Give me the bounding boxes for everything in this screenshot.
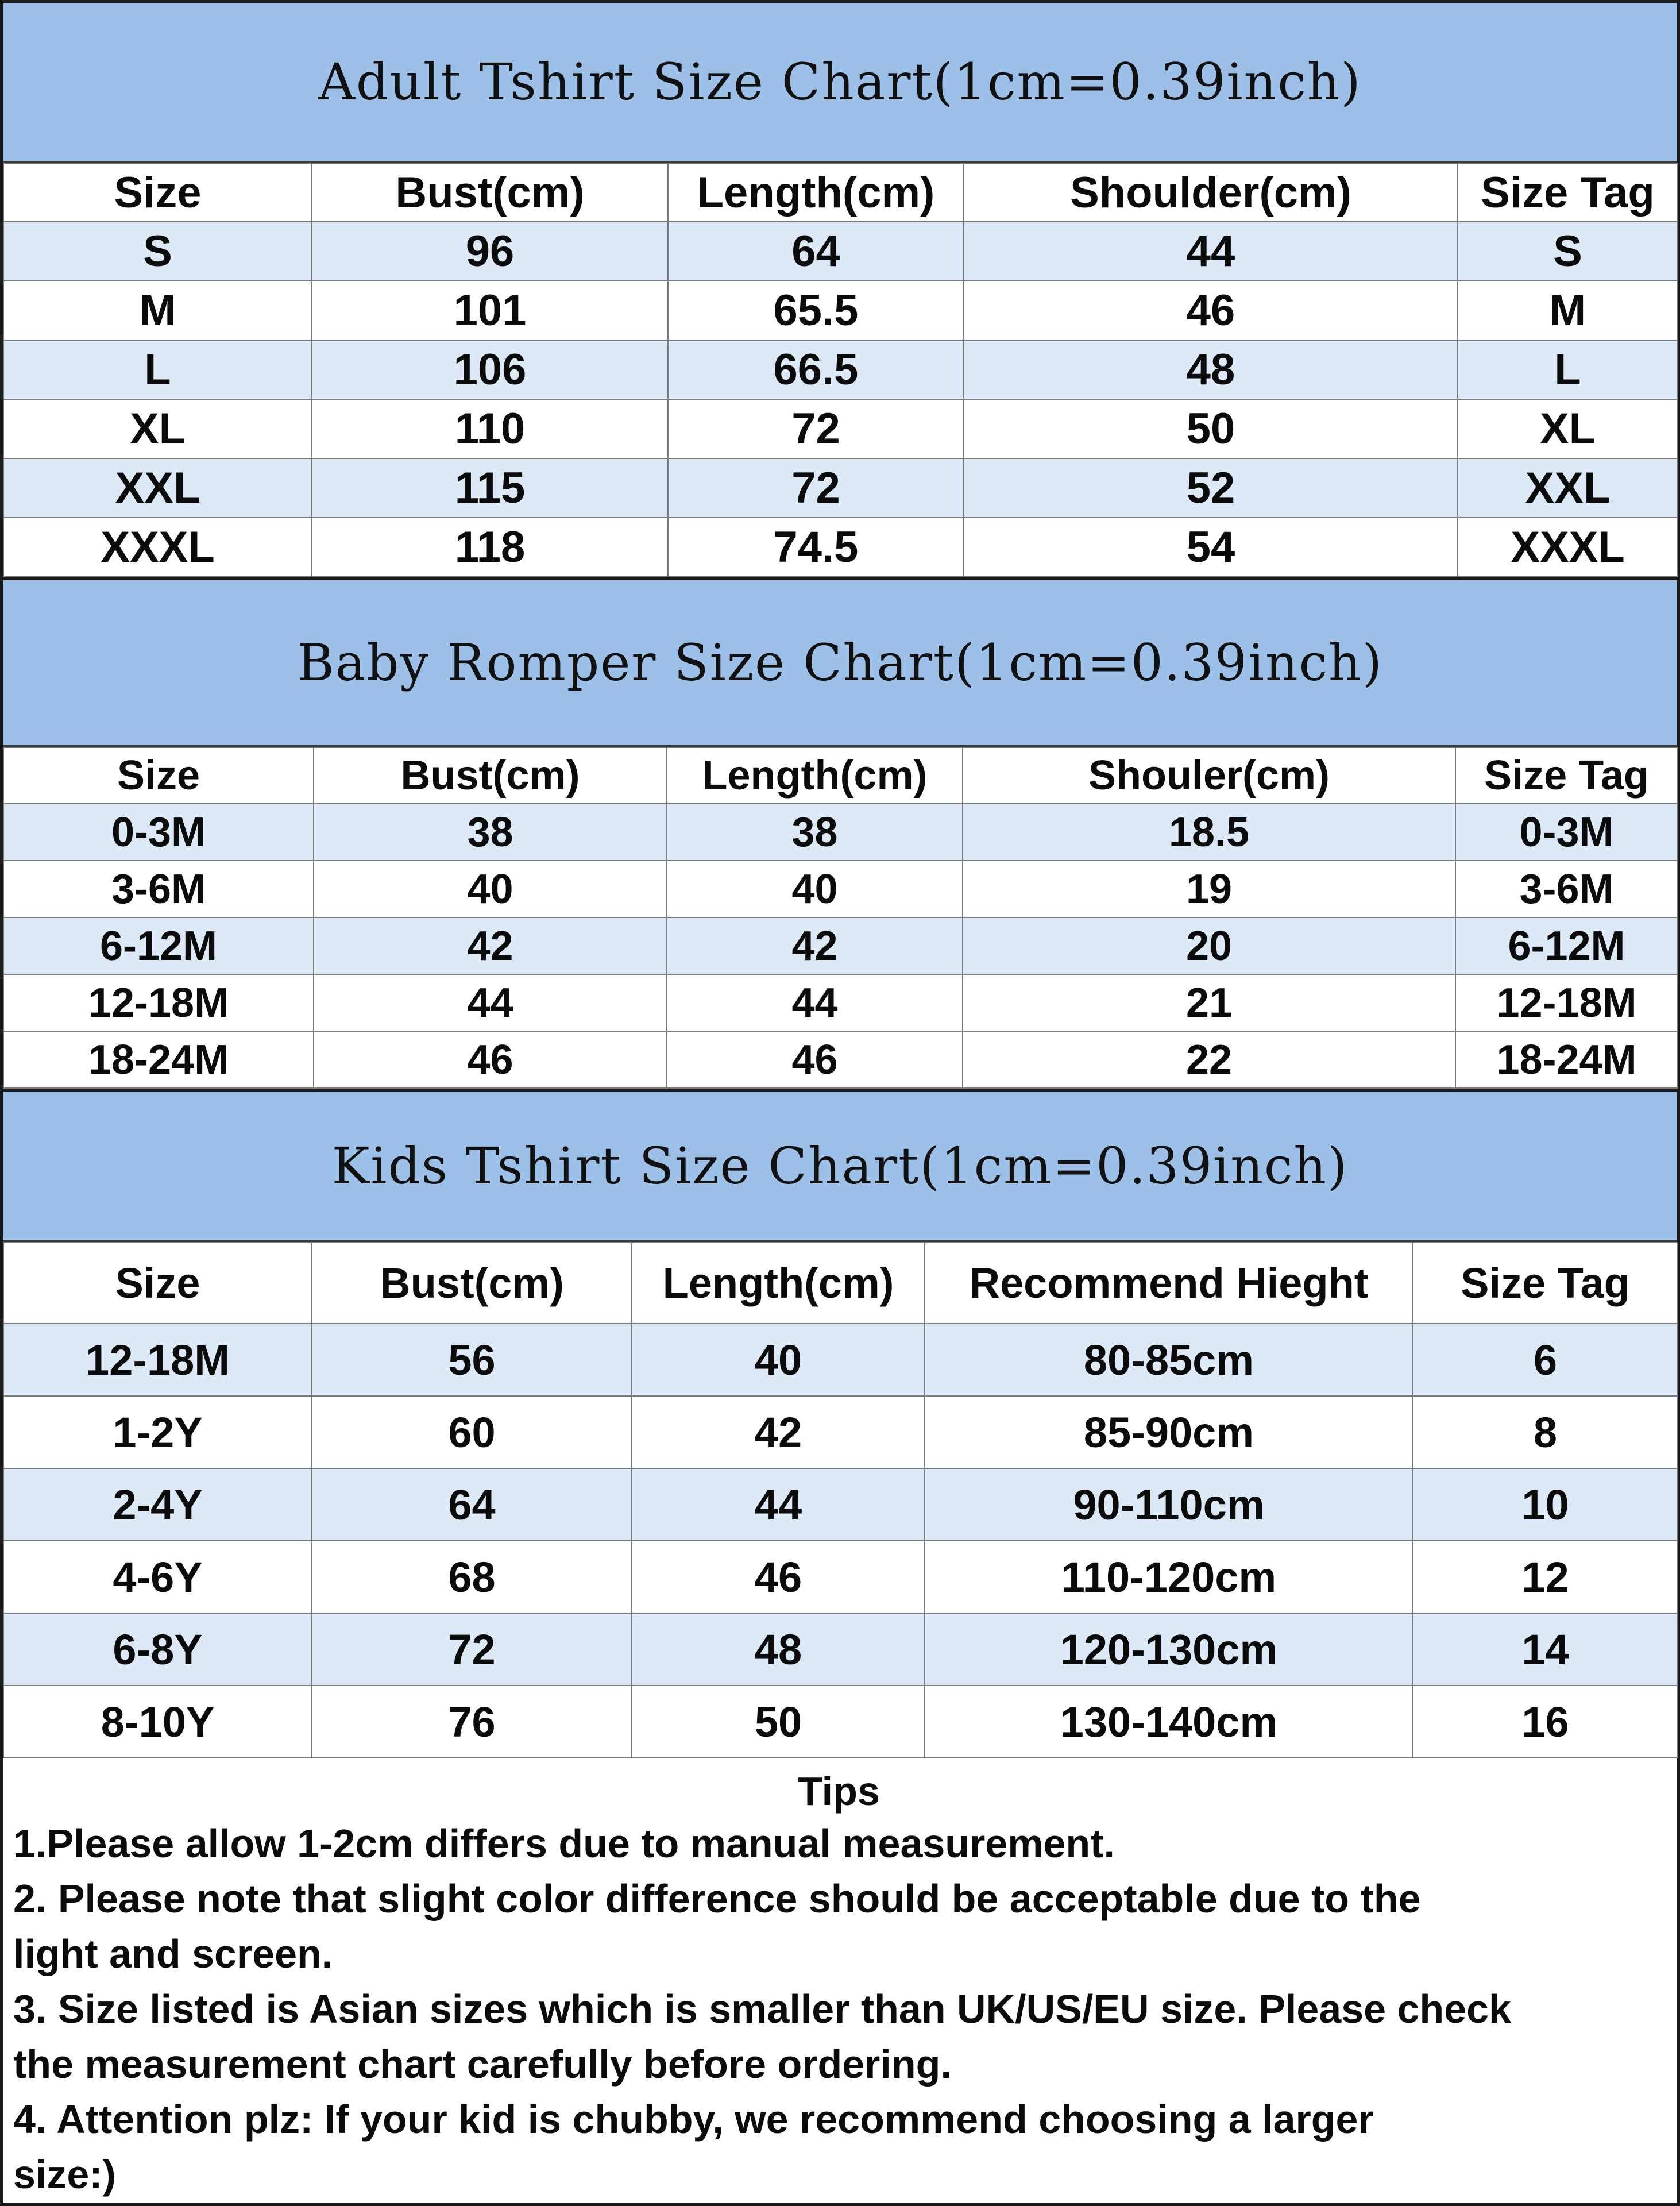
adult-chart-title: Adult Tshirt Size Chart(1cm=0.39inch) (318, 52, 1362, 111)
table-row (3, 1686, 1678, 1758)
tip-line: size:) (13, 2152, 116, 2197)
column-header: Bust(cm) (312, 1243, 632, 1324)
table-cell: 65.5 (668, 281, 964, 340)
baby-romper-size-chart (3, 580, 1677, 1092)
column-header: Shouler(cm) (963, 747, 1455, 804)
tip-line: light and screen. (13, 1931, 333, 1976)
kids-size-table (3, 1242, 1678, 1758)
table-row (3, 399, 1678, 458)
table-cell: S (3, 222, 312, 281)
table-cell: 12-18M (3, 1324, 312, 1396)
table-cell: 54 (964, 518, 1458, 577)
kids-chart-title: Kids Tshirt Size Chart(1cm=0.39inch) (331, 1136, 1349, 1195)
table-cell: 42 (314, 917, 667, 974)
table-row (3, 1031, 1678, 1088)
table-cell: XL (1458, 399, 1678, 458)
table-cell: 38 (314, 804, 667, 861)
table-cell: 50 (632, 1686, 925, 1758)
table-cell: 96 (312, 222, 668, 281)
table-row (3, 804, 1678, 861)
table-cell: 22 (963, 1031, 1455, 1088)
baby-chart-title: Baby Romper Size Chart(1cm=0.39inch) (297, 633, 1383, 692)
table-cell: 20 (963, 917, 1455, 974)
table-cell: 6 (1413, 1324, 1678, 1396)
table-cell: 42 (632, 1396, 925, 1468)
table-cell: 8-10Y (3, 1686, 312, 1758)
table-cell: 72 (668, 399, 964, 458)
table-cell: 42 (667, 917, 963, 974)
table-cell: 1-2Y (3, 1396, 312, 1468)
adult-size-chart (3, 3, 1677, 580)
table-cell: 18-24M (3, 1031, 314, 1088)
table-cell: 12 (1413, 1541, 1678, 1613)
kids-size-chart (3, 1092, 1677, 1758)
table-cell: 60 (312, 1396, 632, 1468)
table-row (3, 1324, 1678, 1396)
column-header: Size (3, 747, 314, 804)
table-cell: 64 (668, 222, 964, 281)
table-cell: 8 (1413, 1396, 1678, 1468)
table-cell: 6-12M (1455, 917, 1678, 974)
baby-size-table (3, 747, 1678, 1089)
column-header: Size Tag (1413, 1243, 1678, 1324)
table-row (3, 281, 1678, 340)
tip-line: 2. Please note that slight color difference should be acceptable due to the (13, 1876, 1421, 1921)
table-cell: 19 (963, 861, 1455, 917)
table-cell: 110-120cm (925, 1541, 1413, 1613)
table-cell: 40 (667, 861, 963, 917)
table-cell: 0-3M (3, 804, 314, 861)
table-cell: 40 (314, 861, 667, 917)
table-cell: 56 (312, 1324, 632, 1396)
table-cell: 18-24M (1455, 1031, 1678, 1088)
table-cell: 48 (632, 1613, 925, 1686)
table-cell: 80-85cm (925, 1324, 1413, 1396)
table-cell: 3-6M (1455, 861, 1678, 917)
column-header: Size Tag (1455, 747, 1678, 804)
column-header: Length(cm) (667, 747, 963, 804)
table-row (3, 518, 1678, 577)
table-cell: 130-140cm (925, 1686, 1413, 1758)
table-cell: S (1458, 222, 1678, 281)
column-header: Length(cm) (632, 1243, 925, 1324)
table-cell: 40 (632, 1324, 925, 1396)
table-row (3, 861, 1678, 917)
column-header: Size (3, 1243, 312, 1324)
table-cell: XXL (3, 458, 312, 518)
table-cell: 72 (312, 1613, 632, 1686)
table-cell: 48 (964, 340, 1458, 399)
column-header: Recommend Hieght (925, 1243, 1413, 1324)
table-cell: 0-3M (1455, 804, 1678, 861)
table-cell: L (3, 340, 312, 399)
table-row (3, 974, 1678, 1031)
table-cell: 115 (312, 458, 668, 518)
baby-chart-banner (3, 580, 1677, 747)
table-cell: 18.5 (963, 804, 1455, 861)
column-header: Length(cm) (668, 163, 964, 222)
table-cell: XXXL (1458, 518, 1678, 577)
table-cell: 44 (632, 1468, 925, 1541)
table-cell: 110 (312, 399, 668, 458)
table-cell: 66.5 (668, 340, 964, 399)
table-cell: 44 (314, 974, 667, 1031)
table-cell: 44 (667, 974, 963, 1031)
table-cell: 106 (312, 340, 668, 399)
table-row (3, 458, 1678, 518)
table-cell: M (3, 281, 312, 340)
table-cell: XL (3, 399, 312, 458)
adult-header-row (3, 163, 1678, 222)
table-cell: 46 (314, 1031, 667, 1088)
table-cell: 90-110cm (925, 1468, 1413, 1541)
table-cell: 6-12M (3, 917, 314, 974)
table-cell: 46 (964, 281, 1458, 340)
table-cell: 21 (963, 974, 1455, 1031)
column-header: Size Tag (1458, 163, 1678, 222)
table-row (3, 340, 1678, 399)
table-cell: 76 (312, 1686, 632, 1758)
table-cell: 12-18M (3, 974, 314, 1031)
tips-section (3, 1758, 1677, 2202)
tip-line: 4. Attention plz: If your kid is chubby, we recommend choosing a larger (13, 2097, 1374, 2142)
table-cell: 74.5 (668, 518, 964, 577)
tip-line: 3. Size listed is Asian sizes which is smaller than UK/US/EU size. Please check (13, 1987, 1511, 2031)
kids-chart-banner (3, 1092, 1677, 1242)
table-cell: 101 (312, 281, 668, 340)
table-cell: 6-8Y (3, 1613, 312, 1686)
table-cell: 118 (312, 518, 668, 577)
table-cell: 50 (964, 399, 1458, 458)
column-header: Bust(cm) (312, 163, 668, 222)
table-cell: XXL (1458, 458, 1678, 518)
column-header: Shoulder(cm) (964, 163, 1458, 222)
column-header: Size (3, 163, 312, 222)
column-header: Bust(cm) (314, 747, 667, 804)
table-row (3, 1613, 1678, 1686)
table-cell: 4-6Y (3, 1541, 312, 1613)
table-cell: 2-4Y (3, 1468, 312, 1541)
table-cell: 3-6M (3, 861, 314, 917)
table-cell: 120-130cm (925, 1613, 1413, 1686)
table-cell: XXXL (3, 518, 312, 577)
table-cell: 14 (1413, 1613, 1678, 1686)
tip-line: 1.Please allow 1-2cm differs due to manual measurement. (13, 1821, 1115, 1866)
table-cell: 46 (632, 1541, 925, 1613)
table-cell: 38 (667, 804, 963, 861)
table-cell: M (1458, 281, 1678, 340)
tip-line: the measurement chart carefully before ordering. (13, 2042, 952, 2087)
table-cell: 85-90cm (925, 1396, 1413, 1468)
table-cell: 64 (312, 1468, 632, 1541)
adult-chart-banner (3, 3, 1677, 163)
adult-size-table (3, 163, 1678, 577)
table-cell: L (1458, 340, 1678, 399)
table-cell: 12-18M (1455, 974, 1678, 1031)
table-row (3, 222, 1678, 281)
table-cell: 52 (964, 458, 1458, 518)
table-cell: 72 (668, 458, 964, 518)
table-cell: 68 (312, 1541, 632, 1613)
table-row (3, 1468, 1678, 1541)
table-cell: 16 (1413, 1686, 1678, 1758)
table-cell: 10 (1413, 1468, 1678, 1541)
baby-header-row (3, 747, 1678, 804)
table-cell: 44 (964, 222, 1458, 281)
table-row (3, 1541, 1678, 1613)
tips-heading: Tips (798, 1769, 880, 1814)
kids-header-row (3, 1243, 1678, 1324)
table-row (3, 917, 1678, 974)
table-row (3, 1396, 1678, 1468)
table-cell: 46 (667, 1031, 963, 1088)
